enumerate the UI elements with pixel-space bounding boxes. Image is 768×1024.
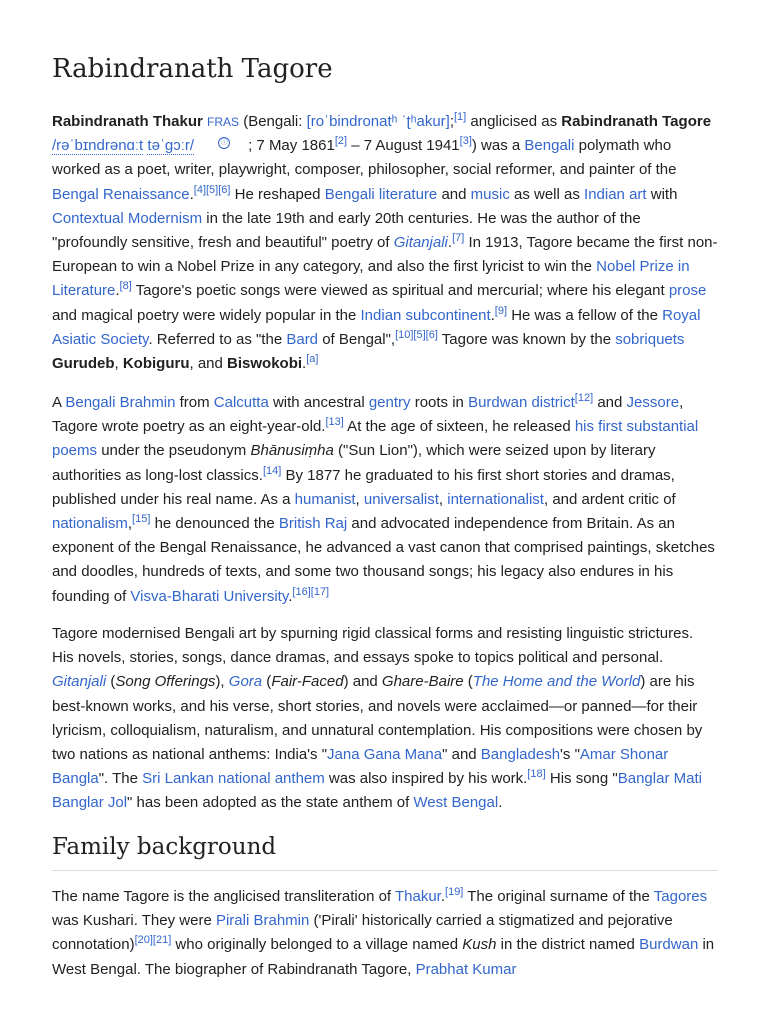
link-humanist[interactable]: humanist [294, 490, 356, 508]
link-burdwan[interactable]: Burdwan [639, 936, 699, 954]
link-indian-subcontinent[interactable]: Indian subcontinent [360, 306, 491, 324]
citation-20-21: [20][21] [134, 934, 172, 947]
citation-16-17: [16][17] [292, 585, 330, 598]
link-english-ipa-2[interactable]: təˈɡɔːr/ [147, 137, 195, 155]
link-british-raj[interactable]: British Raj [278, 515, 348, 533]
citation-7: [7] [452, 232, 465, 245]
citation-a: [a] [306, 353, 319, 366]
link-bengal-renaissance[interactable]: Bengal Renaissance [52, 185, 190, 203]
link-prose[interactable]: prose [668, 282, 707, 300]
audio-play-icon[interactable]: ⓘ [218, 137, 230, 149]
link-nobel-prize-literature[interactable]: Nobel Prize in Literature [52, 258, 690, 300]
citation-2: [2] [334, 135, 348, 148]
link-bangladesh[interactable]: Bangladesh [480, 746, 561, 764]
link-pirali-brahmin[interactable]: Pirali Brahmin [215, 912, 310, 930]
link-burdwan-district[interactable]: Burdwan district [468, 394, 575, 411]
link-english-ipa-1[interactable]: /rəˈbɪndrənɑːt [52, 137, 144, 155]
family-paragraph-1: The name Tagore is the anglicised transliteration of Thakur.[19] The original surname of the Tagores was Kushari. They were Pirali Brahmin ('Pirali' historically carried a stigmatized and pejorative connotation)[20][21] who originally belonged to a village named Kush in the district named Burdwan in West Bengal. The biographer of Rabindranath Tagore, Prabhat Kumar [52, 886, 715, 978]
link-internationalist[interactable]: internationalist [447, 490, 544, 508]
link-gora[interactable]: Gora [228, 673, 263, 691]
link-sobriquets[interactable]: sobriquets [615, 330, 685, 348]
link-music[interactable]: music [470, 185, 510, 203]
link-gitanjali[interactable]: Gitanjali [393, 234, 448, 252]
link-first-substantial-poems[interactable]: his first substantial poems [52, 418, 699, 460]
link-bard[interactable]: Bard [286, 330, 319, 348]
citation-15: [15] [132, 513, 151, 526]
link-calcutta[interactable]: Calcutta [213, 394, 269, 411]
bold-name-anglicised: Rabindranath Tagore [561, 113, 712, 130]
section-heading-family-background: Family background [52, 832, 718, 871]
link-jana-gana-mana[interactable]: Jana Gana Mana [327, 746, 443, 764]
link-prabhat-kumar[interactable]: Prabhat Kumar [415, 960, 517, 978]
link-bengali[interactable]: Bengali [524, 137, 575, 155]
link-gentry[interactable]: gentry [368, 394, 411, 411]
bold-name: Rabindranath Thakur [52, 113, 203, 130]
link-west-bengal[interactable]: West Bengal [413, 794, 499, 812]
link-sri-lankan-anthem[interactable]: Sri Lankan national anthem [142, 770, 325, 788]
link-jessore[interactable]: Jessore [626, 394, 680, 411]
intro-paragraph-2: A Bengali Brahmin from Calcutta with ancestral gentry roots in Burdwan district[12] and Jessore, Tagore wrote poetry as an eight-year-old.[13] At the age of sixteen, he released his first substantial poems under the pseudonym Bhānusiṃha ("Sun Lion"), which were seized upon by literary authorities as long-lost classics.[14] By 1877 he graduated to his first short stories and dramas, published under his real name. As a humanist, universalist, internationalist, and ardent critic of nationalism,[15] he denounced the British Raj and advocated independence from Britain. As an exponent of the Bengal Renaissance, he advanced a vast canon that comprised paintings, sketches and doodles, hundreds of texts, and some two thousand songs; his legacy also endures in his founding of Visva-Bharati University.[16][17] [52, 392, 715, 605]
link-indian-art[interactable]: Indian art [584, 185, 647, 203]
citation-19: [19] [445, 886, 464, 898]
link-banglar-mati[interactable]: Banglar Mati Banglar Jol [52, 770, 702, 812]
link-home-and-the-world[interactable]: The Home and the World [472, 673, 641, 691]
citation-3: [3] [459, 135, 472, 148]
link-fras[interactable]: FRAS [207, 115, 240, 129]
citation-10-5-6: [10][5][6] [395, 328, 438, 341]
link-contextual-modernism[interactable]: Contextual Modernism [52, 209, 203, 227]
link-gitanjali-2[interactable]: Gitanjali [52, 673, 107, 691]
link-visva-bharati[interactable]: Visva-Bharati University [130, 587, 289, 605]
intro-paragraph-3: Tagore modernised Bengali art by spurning rigid classical forms and resisting linguistic strictures. His novels, stories, songs, dance dramas, and essays spoke to topics political and personal. Gitanjali (Song Offerings), Gora (Fair-Faced) and Ghare-Baire (The Home and the World) are his best-known works, and his verse, short stories, and novels were acclaimed—or panned—for their lyricism, colloquialism, naturalism, and unnatural contemplation. His compositions were chosen by two nations as national anthems: India's "Jana Gana Mana" and Bangladesh's "Amar Shonar Bangla". The Sri Lankan national anthem was also inspired by his work.[18] His song "Banglar Mati Banglar Jol" has been adopted as the state anthem of West Bengal. [52, 625, 703, 812]
citation-8: [8] [119, 280, 132, 293]
intro-paragraph-1: Rabindranath Thakur FRAS (Bengali: [roˈbindronatʰ ˈʈʰakur];[1] anglicised as Rabindranath Tagore /rəˈbɪndrənɑːt təˈɡɔːr/ ⓘ ; 7 May 1861[2] – 7 August 1941[3]) was a Bengali polymath who worked as a poet, writer, playwright, composer, philosopher, social reformer, and painter of the Bengal Renaissance.[4][5][6] He reshaped Bengali literature and music as well as Indian art with Contextual Modernism in the late 19th and early 20th centuries. He was the author of the "profoundly sensitive, fresh and beautiful" poetry of Gitanjali.[7] In 1913, Tagore became the first non-European to win a Nobel Prize in any category, and also the first lyricist to win the Nobel Prize in Literature.[8] Tagore's poetic songs were viewed as spiritual and mercurial; where his elegant prose and magical poetry were widely popular in the Indian subcontinent.[9] He was a fellow of the Royal Asiatic Society. Referred to as "the Bard of Bengal",[10][5][6] Tagore was known by the sobriquets Gurudeb, Kobiguru, and Biswokobi.[a] [52, 111, 718, 373]
citation-4-5-6: [4][5][6] [193, 183, 231, 196]
citation-13: [13] [325, 416, 344, 429]
citation-9: [9] [494, 304, 508, 317]
link-bengali-literature[interactable]: Bengali literature [324, 185, 438, 203]
citation-14: [14] [262, 464, 282, 477]
citation-18: [18] [527, 768, 546, 781]
citation-12: [12] [574, 392, 594, 404]
link-tagores[interactable]: Tagores [653, 888, 708, 905]
link-bengali-brahmin[interactable]: Bengali Brahmin [65, 394, 176, 411]
link-amar-shonar-bangla[interactable]: Amar Shonar Bangla [52, 746, 669, 788]
link-thakur[interactable]: Thakur [394, 888, 441, 905]
link-royal-asiatic-society[interactable]: Royal Asiatic Society [52, 306, 701, 348]
link-universalist[interactable]: universalist [363, 490, 439, 508]
citation-1: [1] [454, 111, 467, 123]
link-nationalism[interactable]: nationalism [52, 515, 128, 533]
link-bengali-ipa[interactable]: [roˈbindronatʰ ˈʈʰakur] [306, 113, 450, 130]
page-title: Rabindranath Tagore [52, 54, 333, 84]
